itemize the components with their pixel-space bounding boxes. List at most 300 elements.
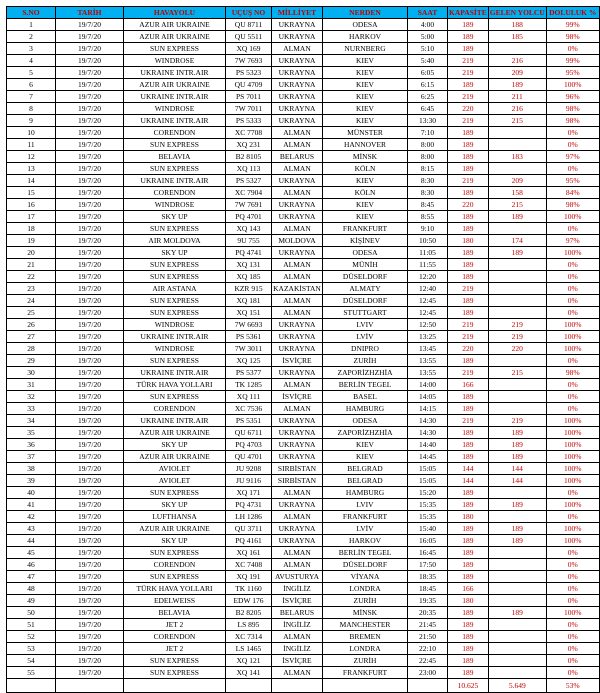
table-cell[interactable]	[488, 487, 546, 499]
table-cell[interactable]: 189	[448, 187, 489, 199]
table-cell[interactable]: 189	[448, 439, 489, 451]
table-cell[interactable]: FRANKFURT	[323, 223, 408, 235]
table-cell[interactable]: AIR ASTANA	[124, 283, 226, 295]
table-cell[interactable]: AZUR AIR UKRAINE	[124, 19, 226, 31]
table-cell[interactable]: AZUR AIR UKRAINE	[124, 31, 226, 43]
table-cell[interactable]: 9U 755	[226, 235, 272, 247]
table-cell[interactable]: 19/7/20	[56, 247, 124, 259]
table-cell[interactable]: AVUSTURYA	[272, 571, 323, 583]
table-cell[interactable]: ALMAN	[272, 559, 323, 571]
table-cell[interactable]: 19/7/20	[56, 631, 124, 643]
table-cell[interactable]: 19/7/20	[56, 295, 124, 307]
table-cell[interactable]: 19/7/20	[56, 583, 124, 595]
column-header[interactable]: MİLLİYET	[272, 7, 323, 19]
table-cell[interactable]: 12:20	[408, 271, 448, 283]
table-cell[interactable]: 5:10	[408, 43, 448, 55]
table-cell[interactable]: 216	[488, 103, 546, 115]
table-cell[interactable]	[56, 679, 124, 693]
table-cell[interactable]: KÖLN	[323, 163, 408, 175]
table-cell[interactable]: MÜNSTER	[323, 127, 408, 139]
table-cell[interactable]	[488, 271, 546, 283]
table-cell[interactable]: 19/7/20	[56, 307, 124, 319]
table-cell[interactable]: 0%	[546, 547, 599, 559]
table-cell[interactable]: 7	[7, 91, 56, 103]
table-cell[interactable]: 189	[488, 607, 546, 619]
column-header[interactable]: DOLULUK %	[546, 7, 599, 19]
table-cell[interactable]: QU 6711	[226, 427, 272, 439]
table-cell[interactable]	[488, 511, 546, 523]
table-cell[interactable]: 15:40	[408, 523, 448, 535]
table-cell[interactable]: KIEV	[323, 199, 408, 211]
table-cell[interactable]: 0%	[546, 271, 599, 283]
table-cell[interactable]: XQ 131	[226, 259, 272, 271]
table-cell[interactable]: 13:25	[408, 331, 448, 343]
table-cell[interactable]: 189	[488, 451, 546, 463]
table-cell[interactable]: 8:15	[408, 163, 448, 175]
table-cell[interactable]: 0%	[546, 511, 599, 523]
table-cell[interactable]: XC 7708	[226, 127, 272, 139]
table-cell[interactable]: 20:35	[408, 607, 448, 619]
table-cell[interactable]: SUN EXPRESS	[124, 391, 226, 403]
table-cell[interactable]: 8:55	[408, 211, 448, 223]
table-cell[interactable]: 31	[7, 379, 56, 391]
table-cell[interactable]	[488, 403, 546, 415]
table-cell[interactable]: 15:05	[408, 475, 448, 487]
table-cell[interactable]: KİŞİNEV	[323, 235, 408, 247]
table-cell[interactable]: 14:45	[408, 451, 448, 463]
table-cell[interactable]: 0%	[546, 619, 599, 631]
table-cell[interactable]: 19/7/20	[56, 163, 124, 175]
table-cell[interactable]: 189	[488, 211, 546, 223]
table-cell[interactable]: 100%	[546, 451, 599, 463]
table-cell[interactable]: 19/7/20	[56, 55, 124, 67]
table-cell[interactable]: KIEV	[323, 67, 408, 79]
table-cell[interactable]: WINDROSE	[124, 343, 226, 355]
table-cell[interactable]: 23:00	[408, 667, 448, 679]
table-cell[interactable]: ALMAN	[272, 295, 323, 307]
table-cell[interactable]	[488, 391, 546, 403]
table-cell[interactable]: AVIOLET	[124, 463, 226, 475]
table-cell[interactable]	[323, 679, 408, 693]
table-cell[interactable]: 219	[448, 115, 489, 127]
table-cell[interactable]: 37	[7, 451, 56, 463]
table-cell[interactable]: BELARUS	[272, 607, 323, 619]
table-cell[interactable]: 0%	[546, 571, 599, 583]
table-cell[interactable]: PQ 4731	[226, 499, 272, 511]
table-cell[interactable]: XQ 171	[226, 487, 272, 499]
table-cell[interactable]: AZUR AIR UKRAINE	[124, 427, 226, 439]
table-cell[interactable]: 100%	[546, 319, 599, 331]
table-cell[interactable]: 19/7/20	[56, 643, 124, 655]
table-cell[interactable]: BELARUS	[272, 151, 323, 163]
table-cell[interactable]: UKRAYNA	[272, 199, 323, 211]
table-cell[interactable]: 19/7/20	[56, 475, 124, 487]
table-cell[interactable]	[488, 43, 546, 55]
table-cell[interactable]: 189	[448, 151, 489, 163]
table-cell[interactable]: BASEL	[323, 391, 408, 403]
table-cell[interactable]: 10	[7, 127, 56, 139]
table-cell[interactable]: 8:30	[408, 175, 448, 187]
table-cell[interactable]: 46	[7, 559, 56, 571]
table-cell[interactable]: 19/7/20	[56, 547, 124, 559]
table-cell[interactable]: HANNOVER	[323, 139, 408, 151]
table-cell[interactable]: B2 8105	[226, 151, 272, 163]
table-cell[interactable]: 174	[488, 235, 546, 247]
table-cell[interactable]: 14:05	[408, 391, 448, 403]
table-cell[interactable]: UKRAYNA	[272, 451, 323, 463]
table-cell[interactable]: 19/7/20	[56, 79, 124, 91]
table-cell[interactable]: SKY UP	[124, 211, 226, 223]
table-cell[interactable]: KZR 915	[226, 283, 272, 295]
table-cell[interactable]: 211	[488, 91, 546, 103]
table-cell[interactable]: WINDROSE	[124, 199, 226, 211]
table-cell[interactable]: 52	[7, 631, 56, 643]
table-cell[interactable]: LVİV	[323, 331, 408, 343]
total-passengers[interactable]: 5.649	[488, 679, 546, 693]
table-cell[interactable]: 189	[448, 535, 489, 547]
table-cell[interactable]: 19/7/20	[56, 43, 124, 55]
table-cell[interactable]: KÖLN	[323, 187, 408, 199]
table-cell[interactable]: SUN EXPRESS	[124, 259, 226, 271]
table-cell[interactable]	[488, 127, 546, 139]
table-cell[interactable]: 8	[7, 103, 56, 115]
table-cell[interactable]: KIEV	[323, 115, 408, 127]
table-cell[interactable]: 7W 7693	[226, 55, 272, 67]
table-cell[interactable]: 219	[448, 283, 489, 295]
table-cell[interactable]: UKRAYNA	[272, 247, 323, 259]
table-cell[interactable]: 44	[7, 535, 56, 547]
table-cell[interactable]: UKRAYNA	[272, 55, 323, 67]
table-cell[interactable]: 8:00	[408, 151, 448, 163]
table-cell[interactable]: 11:55	[408, 259, 448, 271]
table-cell[interactable]: 19/7/20	[56, 655, 124, 667]
table-cell[interactable]	[226, 679, 272, 693]
table-cell[interactable]: 219	[448, 67, 489, 79]
table-cell[interactable]: SKY UP	[124, 499, 226, 511]
table-cell[interactable]: 26	[7, 319, 56, 331]
table-cell[interactable]	[488, 619, 546, 631]
table-cell[interactable]: UKRAYNA	[272, 175, 323, 187]
table-cell[interactable]: KIEV	[323, 91, 408, 103]
table-cell[interactable]: PS 5377	[226, 367, 272, 379]
table-cell[interactable]: 22:45	[408, 655, 448, 667]
table-cell[interactable]: UKRAYNA	[272, 499, 323, 511]
table-cell[interactable]: XC 7536	[226, 403, 272, 415]
table-cell[interactable]	[488, 295, 546, 307]
table-cell[interactable]: 19/7/20	[56, 559, 124, 571]
table-cell[interactable]: JET 2	[124, 643, 226, 655]
table-cell[interactable]: 5:40	[408, 55, 448, 67]
table-cell[interactable]: PQ 4703	[226, 439, 272, 451]
table-cell[interactable]: 19/7/20	[56, 67, 124, 79]
table-cell[interactable]: MANCHESTER	[323, 619, 408, 631]
table-cell[interactable]: 6:25	[408, 91, 448, 103]
table-cell[interactable]: 3	[7, 43, 56, 55]
table-cell[interactable]: 0%	[546, 259, 599, 271]
table-cell[interactable]: ALMAN	[272, 511, 323, 523]
table-cell[interactable]: 215	[488, 367, 546, 379]
table-cell[interactable]: 189	[448, 619, 489, 631]
table-cell[interactable]: 158	[488, 187, 546, 199]
table-cell[interactable]: 100%	[546, 475, 599, 487]
table-cell[interactable]: 100%	[546, 439, 599, 451]
table-cell[interactable]: 7:10	[408, 127, 448, 139]
table-cell[interactable]: 219	[448, 415, 489, 427]
table-cell[interactable]	[7, 679, 56, 693]
table-cell[interactable]: 189	[448, 223, 489, 235]
table-cell[interactable]: UKRAYNA	[272, 115, 323, 127]
table-cell[interactable]: 13:30	[408, 115, 448, 127]
table-cell[interactable]: 22	[7, 271, 56, 283]
table-cell[interactable]: BELGRAD	[323, 463, 408, 475]
table-cell[interactable]: 19/7/20	[56, 571, 124, 583]
table-cell[interactable]	[488, 559, 546, 571]
table-cell[interactable]: FRANKFURT	[323, 667, 408, 679]
total-occupancy[interactable]: 53%	[546, 679, 599, 693]
table-cell[interactable]: 19/7/20	[56, 355, 124, 367]
table-cell[interactable]: SUN EXPRESS	[124, 571, 226, 583]
table-cell[interactable]: 144	[448, 475, 489, 487]
table-cell[interactable]: 21:50	[408, 631, 448, 643]
table-cell[interactable]	[124, 679, 226, 693]
table-cell[interactable]: 98%	[546, 199, 599, 211]
table-cell[interactable]: UKRAINE INTR.AIR	[124, 115, 226, 127]
table-cell[interactable]: 100%	[546, 211, 599, 223]
table-cell[interactable]: 49	[7, 595, 56, 607]
table-cell[interactable]: 14:00	[408, 379, 448, 391]
table-cell[interactable]: 189	[488, 439, 546, 451]
table-cell[interactable]: UKRAYNA	[272, 211, 323, 223]
table-cell[interactable]: 0%	[546, 655, 599, 667]
table-cell[interactable]: 50	[7, 607, 56, 619]
table-cell[interactable]: 95%	[546, 175, 599, 187]
table-cell[interactable]: 95%	[546, 67, 599, 79]
table-cell[interactable]: İNGİLİZ	[272, 619, 323, 631]
table-cell[interactable]: AVIOLET	[124, 475, 226, 487]
table-cell[interactable]: 96%	[546, 91, 599, 103]
table-cell[interactable]: VİYANA	[323, 571, 408, 583]
table-cell[interactable]: 19/7/20	[56, 283, 124, 295]
table-cell[interactable]: 47	[7, 571, 56, 583]
table-cell[interactable]: 7W 6693	[226, 319, 272, 331]
table-cell[interactable]: UKRAYNA	[272, 367, 323, 379]
table-cell[interactable]: 19/7/20	[56, 487, 124, 499]
table-cell[interactable]	[488, 379, 546, 391]
table-cell[interactable]: ALMAN	[272, 187, 323, 199]
table-cell[interactable]: UKRAYNA	[272, 319, 323, 331]
table-cell[interactable]: 0%	[546, 559, 599, 571]
table-cell[interactable]: TK 1285	[226, 379, 272, 391]
table-cell[interactable]: UKRAYNA	[272, 31, 323, 43]
table-cell[interactable]: MOLDOVA	[272, 235, 323, 247]
table-cell[interactable]: XQ 161	[226, 547, 272, 559]
table-cell[interactable]: PS 5361	[226, 331, 272, 343]
table-cell[interactable]: 100%	[546, 463, 599, 475]
table-cell[interactable]: 189	[448, 487, 489, 499]
table-cell[interactable]	[488, 583, 546, 595]
table-cell[interactable]: 98%	[546, 103, 599, 115]
table-cell[interactable]: SUN EXPRESS	[124, 139, 226, 151]
table-cell[interactable]: ALMAN	[272, 271, 323, 283]
table-cell[interactable]: 209	[488, 175, 546, 187]
table-cell[interactable]: 19/7/20	[56, 619, 124, 631]
table-cell[interactable]: EDW 176	[226, 595, 272, 607]
table-cell[interactable]: ALMAN	[272, 139, 323, 151]
table-cell[interactable]: QU 4701	[226, 451, 272, 463]
table-cell[interactable]: UKRAYNA	[272, 67, 323, 79]
table-cell[interactable]: 6:15	[408, 79, 448, 91]
table-cell[interactable]: FRANKFURT	[323, 511, 408, 523]
table-cell[interactable]: İSVİÇRE	[272, 655, 323, 667]
table-cell[interactable]: 0%	[546, 667, 599, 679]
table-cell[interactable]: PS 5351	[226, 415, 272, 427]
table-cell[interactable]: 19/7/20	[56, 259, 124, 271]
table-cell[interactable]: 42	[7, 511, 56, 523]
table-cell[interactable]: 23	[7, 283, 56, 295]
table-cell[interactable]: 0%	[546, 391, 599, 403]
table-cell[interactable]: 100%	[546, 607, 599, 619]
table-cell[interactable]: 215	[488, 115, 546, 127]
table-cell[interactable]: 189	[448, 271, 489, 283]
table-cell[interactable]: B2 8205	[226, 607, 272, 619]
table-cell[interactable]: 32	[7, 391, 56, 403]
table-cell[interactable]: 189	[448, 427, 489, 439]
table-cell[interactable]: 100%	[546, 427, 599, 439]
table-cell[interactable]: 25	[7, 307, 56, 319]
table-cell[interactable]: 15:05	[408, 463, 448, 475]
table-cell[interactable]: 98%	[546, 115, 599, 127]
table-cell[interactable]: 19/7/20	[56, 667, 124, 679]
table-cell[interactable]: 14:40	[408, 439, 448, 451]
table-cell[interactable]: 19/7/20	[56, 391, 124, 403]
table-cell[interactable]: 19/7/20	[56, 175, 124, 187]
table-cell[interactable]	[488, 307, 546, 319]
table-cell[interactable]: EDELWEISS	[124, 595, 226, 607]
table-cell[interactable]: 100%	[546, 535, 599, 547]
table-cell[interactable]: 219	[448, 55, 489, 67]
table-cell[interactable]: 13	[7, 163, 56, 175]
table-cell[interactable]: 35	[7, 427, 56, 439]
table-cell[interactable]: SUN EXPRESS	[124, 547, 226, 559]
table-cell[interactable]: 19/7/20	[56, 511, 124, 523]
table-cell[interactable]: 144	[488, 463, 546, 475]
table-cell[interactable]: 36	[7, 439, 56, 451]
table-cell[interactable]: 4:00	[408, 19, 448, 31]
table-cell[interactable]: UKRAYNA	[272, 79, 323, 91]
table-cell[interactable]: QU 3711	[226, 523, 272, 535]
table-cell[interactable]: 100%	[546, 331, 599, 343]
table-cell[interactable]: 183	[488, 151, 546, 163]
table-cell[interactable]: HARKOV	[323, 31, 408, 43]
table-cell[interactable]: UKRAINE INTR.AIR	[124, 331, 226, 343]
table-cell[interactable]: 18:45	[408, 583, 448, 595]
table-cell[interactable]: 100%	[546, 343, 599, 355]
table-cell[interactable]: LONDRA	[323, 643, 408, 655]
table-cell[interactable]: 98%	[546, 31, 599, 43]
column-header[interactable]: TARİH	[56, 7, 124, 19]
table-cell[interactable]: 189	[448, 211, 489, 223]
table-cell[interactable]: ALMAN	[272, 43, 323, 55]
table-cell[interactable]: 10:50	[408, 235, 448, 247]
table-cell[interactable]: ALMAN	[272, 127, 323, 139]
table-cell[interactable]: PQ 4741	[226, 247, 272, 259]
table-cell[interactable]: DÜSELDORF	[323, 559, 408, 571]
table-cell[interactable]: 0%	[546, 223, 599, 235]
table-cell[interactable]: JU 9208	[226, 463, 272, 475]
table-cell[interactable]: 0%	[546, 595, 599, 607]
table-cell[interactable]: KIEV	[323, 175, 408, 187]
table-cell[interactable]: WINDROSE	[124, 319, 226, 331]
table-cell[interactable]: MÜNİH	[323, 259, 408, 271]
table-cell[interactable]: KIEV	[323, 439, 408, 451]
table-cell[interactable]: 15:20	[408, 487, 448, 499]
table-cell[interactable]: 19/7/20	[56, 199, 124, 211]
table-cell[interactable]: BERLİN TEGEL	[323, 379, 408, 391]
table-cell[interactable]: 16:05	[408, 535, 448, 547]
table-cell[interactable]: 100%	[546, 499, 599, 511]
table-cell[interactable]: UKRAYNA	[272, 427, 323, 439]
table-cell[interactable]: SIRBİSTAN	[272, 463, 323, 475]
table-cell[interactable]: SUN EXPRESS	[124, 487, 226, 499]
table-cell[interactable]: LVIV	[323, 319, 408, 331]
table-cell[interactable]: 189	[448, 79, 489, 91]
table-cell[interactable]: 8:30	[408, 187, 448, 199]
table-cell[interactable]: CORENDON	[124, 403, 226, 415]
table-cell[interactable]: XQ 191	[226, 571, 272, 583]
table-cell[interactable]: SKY UP	[124, 439, 226, 451]
table-cell[interactable]: 18:35	[408, 571, 448, 583]
table-cell[interactable]: DÜSELDORF	[323, 295, 408, 307]
table-cell[interactable]: 11	[7, 139, 56, 151]
table-cell[interactable]: MİNSK	[323, 607, 408, 619]
table-cell[interactable]: KAZAKİSTAN	[273, 283, 321, 293]
table-cell[interactable]: 7W 7691	[226, 199, 272, 211]
table-cell[interactable]: 19/7/20	[56, 187, 124, 199]
table-cell[interactable]: UKRAYNA	[272, 331, 323, 343]
table-cell[interactable]: 21	[7, 259, 56, 271]
table-cell[interactable]: XC 7314	[226, 631, 272, 643]
table-cell[interactable]: 189	[448, 571, 489, 583]
table-cell[interactable]: 189	[448, 607, 489, 619]
table-cell[interactable]: 12:45	[408, 307, 448, 319]
table-cell[interactable]: 220	[448, 343, 489, 355]
table-cell[interactable]: XQ 121	[226, 655, 272, 667]
table-cell[interactable]: WINDROSE	[124, 103, 226, 115]
table-cell[interactable]: 99%	[546, 55, 599, 67]
table-cell[interactable]: 0%	[546, 403, 599, 415]
table-cell[interactable]: 0%	[546, 643, 599, 655]
table-cell[interactable]: 19/7/20	[56, 19, 124, 31]
table-cell[interactable]: SUN EXPRESS	[124, 355, 226, 367]
table-cell[interactable]: 216	[488, 55, 546, 67]
column-header[interactable]: HAVAYOLU	[124, 7, 226, 19]
table-cell[interactable]: HAMBURG	[323, 487, 408, 499]
table-cell[interactable]: 21:45	[408, 619, 448, 631]
table-cell[interactable]: BELAVIA	[124, 607, 226, 619]
table-cell[interactable]: UKRAYNA	[272, 439, 323, 451]
table-cell[interactable]: QU 4709	[226, 79, 272, 91]
table-cell[interactable]: 15:35	[408, 511, 448, 523]
table-cell[interactable]: PQ 4701	[226, 211, 272, 223]
table-cell[interactable]: 15:35	[408, 499, 448, 511]
table-cell[interactable]: 24	[7, 295, 56, 307]
table-cell[interactable]: SUN EXPRESS	[124, 43, 226, 55]
table-cell[interactable]: 19/7/20	[56, 127, 124, 139]
table-cell[interactable]: 166	[448, 379, 489, 391]
table-cell[interactable]: 18	[7, 223, 56, 235]
table-cell[interactable]: ZAPORİZHZHİA	[323, 427, 408, 439]
table-cell[interactable]: 220	[448, 103, 489, 115]
